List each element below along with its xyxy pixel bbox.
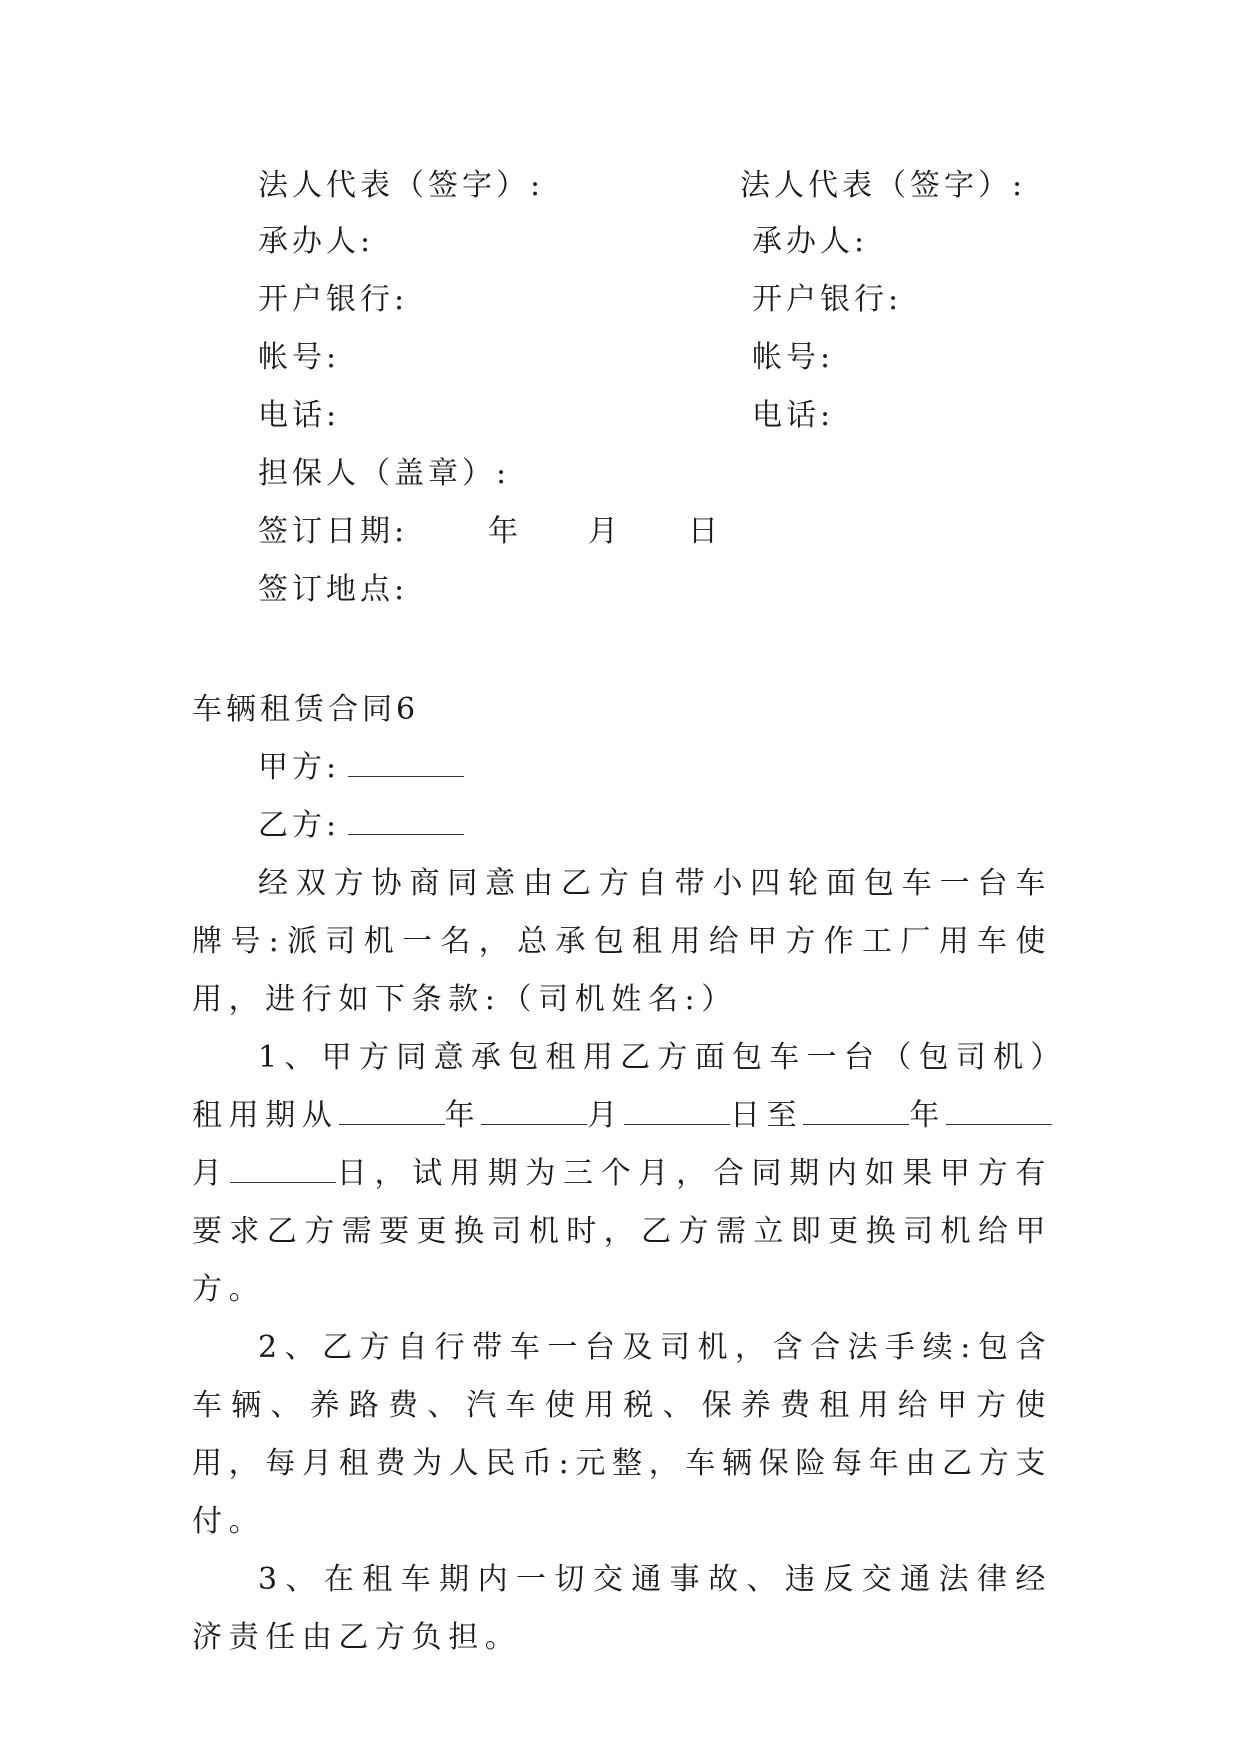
right-legal-rep: 法人代表（签字）: bbox=[740, 168, 1027, 203]
party-a-line bbox=[258, 748, 464, 788]
sign-date-row bbox=[258, 512, 778, 552]
guarantor: 担保人（盖章）: bbox=[258, 456, 511, 491]
left-phone: 电话: bbox=[258, 398, 341, 433]
blank-end-year bbox=[803, 1098, 909, 1125]
contract-title: 车辆租赁合同6 bbox=[192, 692, 420, 727]
clause-1-part1: 1、甲方同意承包租用乙方面包车一台（包司机）租用期从 bbox=[192, 1040, 1052, 1133]
clause-3: 3、在租车期内一切交通事故、违反交通法律经济责任由乙方负担。 bbox=[192, 1562, 1052, 1655]
party-b-label: 乙方: bbox=[258, 808, 341, 843]
sign-date-year: 年 bbox=[488, 514, 522, 549]
clause-1-part2: 日，试用期为三个月，合同期内如果甲方有要求乙方需要更换司机时，乙方需立即更换司机给甲方。 bbox=[192, 1156, 1052, 1307]
party-a-blank bbox=[348, 750, 464, 777]
right-bank: 开户银行: bbox=[752, 282, 903, 317]
blank-start-year bbox=[339, 1098, 445, 1125]
clause-1-month1: 月 bbox=[587, 1098, 624, 1133]
blank-start-month bbox=[481, 1098, 587, 1125]
party-b-line bbox=[258, 806, 464, 846]
sign-date-month: 月 bbox=[588, 514, 622, 549]
blank-end-month bbox=[946, 1098, 1052, 1125]
sign-date-label: 签订日期: bbox=[258, 514, 409, 549]
party-a-label: 甲方: bbox=[258, 750, 341, 785]
right-phone: 电话: bbox=[752, 398, 835, 433]
intro-paragraph: 经双方协商同意由乙方自带小四轮面包车一台车牌号:派司机一名，总承包租用给甲方作工厂用车使用，进行如下条款:（司机姓名:） bbox=[192, 866, 1052, 1017]
blank-end-day bbox=[230, 1156, 336, 1183]
left-account: 帐号: bbox=[258, 340, 341, 375]
clause-1-month2: 月 bbox=[192, 1156, 230, 1191]
clause-1 bbox=[192, 1029, 1052, 1319]
party-b-blank bbox=[348, 808, 464, 835]
sign-place: 签订地点: bbox=[258, 572, 409, 607]
clause-2: 2、乙方自行带车一台及司机，含合法手续:包含车辆、养路费、汽车使用税、保养费租用给甲方使用，每月租费为人民币:元整，车辆保险每年由乙方支付。 bbox=[192, 1330, 1052, 1539]
clause-1-year2: 年 bbox=[909, 1098, 946, 1133]
right-handler: 承办人: bbox=[752, 224, 869, 259]
right-account: 帐号: bbox=[752, 340, 835, 375]
blank-start-day bbox=[624, 1098, 730, 1125]
clause-1-year1: 年 bbox=[444, 1098, 482, 1133]
left-legal-rep: 法人代表（签字）: bbox=[258, 168, 545, 203]
left-bank: 开户银行: bbox=[258, 282, 409, 317]
sign-date-day: 日 bbox=[688, 514, 722, 549]
left-handler: 承办人: bbox=[258, 224, 375, 259]
contract-body bbox=[192, 855, 1052, 1667]
clause-1-day1: 日至 bbox=[729, 1098, 804, 1133]
